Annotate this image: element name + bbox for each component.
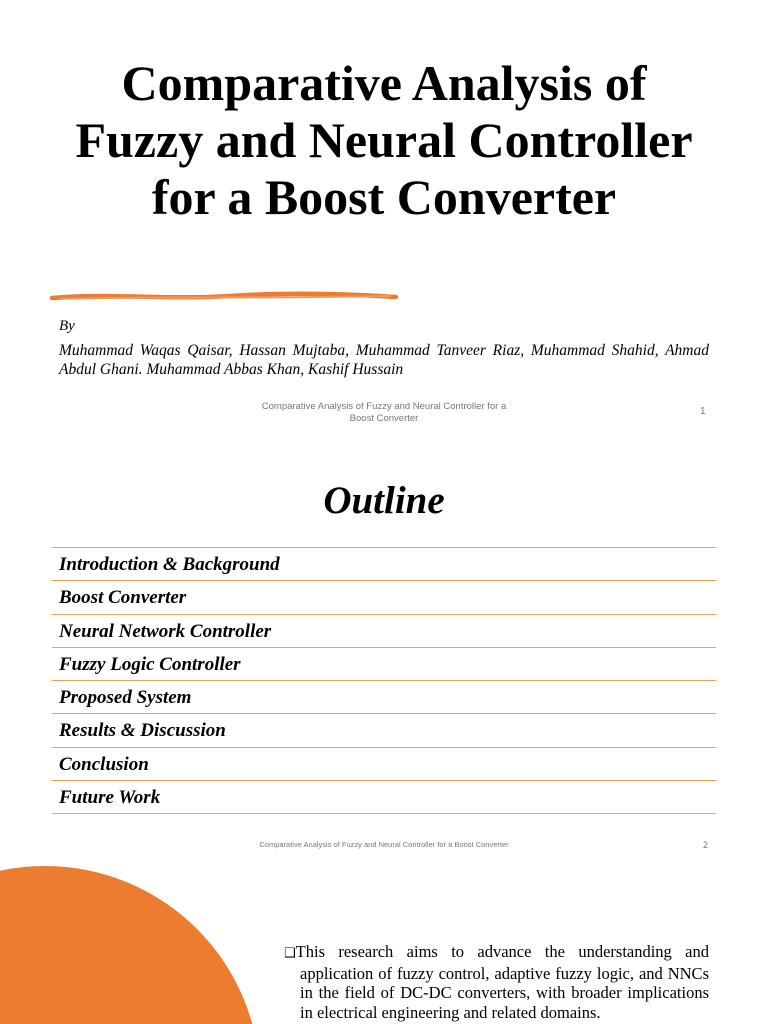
- footer-line-1: Comparative Analysis of Fuzzy and Neural Controller for a: [261, 401, 507, 412]
- outline-item: Conclusion: [52, 747, 716, 780]
- outline-list: [52, 547, 716, 814]
- checkbox-bullet-icon: ❑: [284, 946, 296, 961]
- outline-heading: Outline: [323, 479, 445, 522]
- authors-list: Muhammad Waqas Qaisar, Hassan Mujtaba, Muhammad Tanveer Riaz, Muhammad Shahid, Ahmad Abdul Ghani. Muhammad Abbas Khan, Kashif Hussain: [59, 342, 709, 378]
- slide-research-aim: [0, 860, 768, 1024]
- outline-item: Introduction & Background: [52, 547, 716, 580]
- slide-title: [0, 0, 768, 440]
- slide-title-heading: Comparative Analysis of Fuzzy and Neural Controller for a Boost Converter: [75, 55, 693, 225]
- slide-footer: Comparative Analysis of Fuzzy and Neural Controller for a Boost Converter: [259, 840, 509, 849]
- slide-outline: [0, 440, 768, 860]
- outline-item: Fuzzy Logic Controller: [52, 647, 716, 680]
- outline-item: Future Work: [52, 780, 716, 814]
- slide-footer: [260, 401, 508, 425]
- outline-item: Results & Discussion: [52, 713, 716, 746]
- orange-circle-decoration: [0, 866, 260, 1024]
- orange-brush-divider: [50, 290, 400, 304]
- research-aim-text: [284, 942, 709, 1022]
- outline-item: Neural Network Controller: [52, 614, 716, 647]
- research-aim-sentence: This research aims to advance the understanding and application of fuzzy control, adaptive fuzzy logic, and NNCs in the field of DC-DC converters, with broader implications in electrical engineering and related domains.: [295, 942, 709, 1022]
- outline-item: Proposed System: [52, 680, 716, 713]
- outline-item: Boost Converter: [52, 580, 716, 613]
- page-number: 2: [703, 840, 709, 850]
- by-label: By: [59, 318, 75, 334]
- page-number: 1: [700, 406, 706, 417]
- footer-line-2: Boost Converter: [349, 413, 419, 424]
